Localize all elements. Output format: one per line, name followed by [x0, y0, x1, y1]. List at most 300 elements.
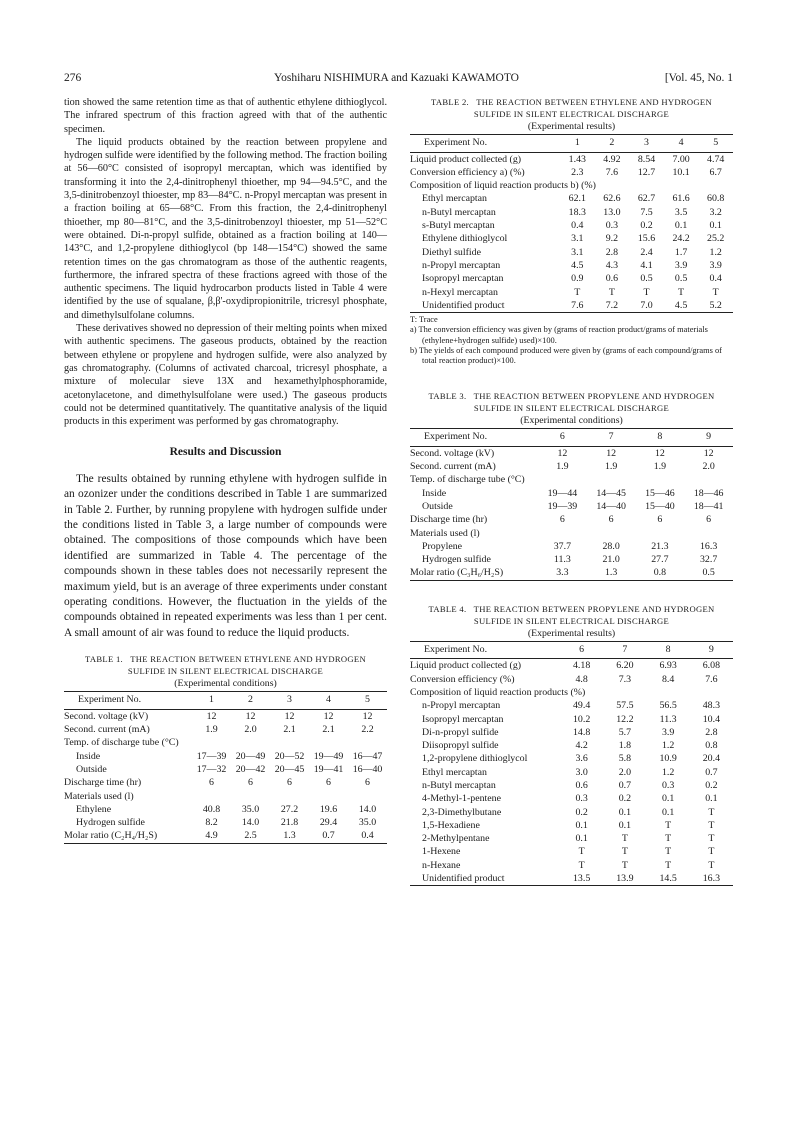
cell-value: 61.6 [672, 193, 690, 205]
cell-value: 16.3 [699, 540, 718, 552]
cell-value: 12 [703, 447, 714, 459]
paragraph-derivatives: These derivatives showed no depression of their melting points when mixed with authentic specimens. The gaseous products, obtained by the reaction between ethylene or propylene and hydrogen sulfide, were also analyzed by gas chromatography. (Columns of activated charcoal, tricresyl phosphate, a mixture of molecular sieve 13X and hexamethylphosphoramide, acetonylacetone, and dimethylsulfolane were used.) The gaseous products could not be determined quantitatively. The quantitative analysis of the liquid products in this experiment was performed by gas chromatography. [64, 323, 387, 428]
row-label: n-Propyl mercaptan [422, 700, 501, 712]
cell-value: 12 [557, 447, 568, 459]
table4-subtitle: (Experimental results) [527, 627, 616, 639]
cell-value: 10.9 [659, 753, 677, 765]
row-label: Unidentified product [422, 299, 505, 311]
cell-value: 18—46 [693, 487, 724, 499]
cell-value: 0.5 [702, 567, 715, 579]
cell-value: T [608, 286, 615, 298]
cell-value: 7.6 [605, 166, 619, 178]
cell-value: 0.1 [661, 793, 675, 805]
row-label: Second. current (mA) [410, 461, 496, 473]
cell-value: 12 [206, 710, 217, 722]
table3-subtitle: (Experimental conditions) [520, 415, 623, 427]
cell-value: T [712, 286, 719, 298]
table-row [410, 473, 733, 486]
column-header-experiment: 9 [684, 429, 733, 446]
table2 [410, 134, 733, 313]
table1-block [64, 653, 387, 844]
cell-value: 20—49 [235, 750, 266, 762]
cell-value: 3.5 [674, 206, 688, 218]
cell-value: 0.1 [575, 833, 588, 845]
cell-value: 32.7 [699, 554, 718, 566]
cell-value: T [708, 806, 715, 818]
row-label: Second. voltage (kV) [410, 447, 495, 459]
table3-block [410, 390, 733, 581]
cell-value: T [621, 846, 628, 858]
footnote-trace: T: Trace [410, 315, 438, 325]
row-label: n-Hexyl mercaptan [422, 286, 498, 298]
table-row [410, 460, 733, 473]
column-header-experiment: 9 [690, 642, 733, 659]
footnote-b: b) The yields of each compound produced were given by (grams of each compound/grams of total reaction product)×100. [410, 345, 722, 365]
row-label: Liquid product collected (g) [410, 660, 522, 672]
cell-value: 7.00 [672, 153, 690, 165]
cell-value: 6.93 [659, 660, 677, 672]
column-header-experiment: 8 [636, 429, 685, 446]
cell-value: 2.0 [244, 724, 257, 736]
cell-value: 9.2 [605, 233, 619, 245]
cell-value: 1.7 [674, 246, 688, 258]
table1-caption [64, 653, 387, 677]
table2-caption [410, 96, 733, 120]
cell-value: 21.8 [280, 817, 299, 829]
cell-value: 0.8 [653, 567, 667, 579]
cell-value: 0.1 [575, 819, 588, 831]
table3-title-line2: SULFIDE IN SILENT ELECTRICAL DISCHARGE [473, 403, 670, 414]
cell-value: 0.3 [575, 793, 588, 805]
cell-value: 14.8 [572, 726, 591, 738]
cell-value: 6 [608, 514, 614, 526]
table-row [410, 752, 733, 765]
cell-value: 25.2 [707, 233, 725, 245]
column-header-experiment: 1 [560, 135, 595, 152]
table-row [410, 792, 733, 805]
cell-value: 19—41 [313, 763, 344, 775]
row-label: Outside [422, 500, 453, 512]
cell-value: 1.2 [661, 766, 675, 778]
row-label: Conversion efficiency (%) [410, 673, 515, 685]
cell-value: 17—32 [196, 763, 227, 775]
cell-value: 0.1 [709, 220, 722, 232]
row-label: Second. current (mA) [64, 724, 150, 736]
table-row [410, 659, 733, 673]
cell-value: 13.9 [616, 873, 634, 885]
row-label: Diethyl sulfide [422, 246, 481, 258]
cell-value: 0.2 [640, 220, 653, 232]
cell-value: 19—49 [313, 750, 344, 762]
table-header-row [64, 692, 387, 709]
cell-value: T [708, 833, 715, 845]
cell-value: 16—47 [352, 750, 383, 762]
cell-value: 4.1 [640, 259, 653, 271]
row-label: n-Propyl mercaptan [422, 259, 501, 271]
row-label: Isopropyl mercaptan [422, 273, 504, 285]
column-header-experiment: 1 [192, 692, 231, 709]
column-header-label: Experiment No. [64, 692, 192, 709]
table-header-row [410, 135, 733, 152]
column-header-label: Experiment No. [410, 642, 560, 659]
column-header-experiment: 6 [560, 642, 603, 659]
cell-value: 60.8 [707, 193, 725, 205]
cell-value: 14.0 [241, 817, 260, 829]
cell-value: T [665, 819, 672, 831]
cell-value: T [643, 286, 650, 298]
cell-value: 3.2 [709, 206, 722, 218]
table-header-row [410, 429, 733, 446]
cell-value: T [665, 859, 672, 871]
row-label: Conversion efficiency a) (%) [410, 166, 525, 178]
cell-value: 20—45 [274, 763, 305, 775]
cell-value: 6 [248, 777, 253, 789]
row-label: n-Butyl mercaptan [422, 780, 496, 791]
cell-value: T [665, 833, 672, 845]
cell-value: 6 [706, 514, 712, 526]
cell-value: 5.8 [618, 753, 632, 765]
row-label: Hydrogen sulfide [76, 817, 145, 829]
section-heading: Results and Discussion [169, 446, 282, 459]
row-label: Ethylene dithioglycol [422, 233, 508, 245]
cell-value: 0.1 [618, 819, 632, 831]
cell-value: 7.6 [571, 299, 584, 311]
cell-value: 3.9 [661, 726, 675, 738]
cell-value: 14—45 [596, 487, 626, 499]
cell-value: 24.2 [672, 233, 690, 245]
cell-value: 10.2 [572, 713, 591, 725]
cell-value: 14.0 [358, 803, 377, 815]
table2-footnotes [410, 315, 733, 366]
column-header-experiment: 7 [603, 642, 646, 659]
cell-value: 12 [284, 710, 295, 722]
cell-value: 27.2 [280, 803, 299, 815]
cell-value: 56.5 [659, 700, 677, 712]
table-row [410, 487, 733, 500]
table-row [410, 832, 733, 845]
table-row [410, 206, 733, 219]
row-label: Unidentified product [422, 873, 505, 885]
table3-title-line1: THE REACTION BETWEEN PROPYLENE AND HYDROGEN [473, 391, 715, 402]
cell-value: 4.3 [605, 259, 619, 271]
cell-value: 6 [365, 777, 370, 789]
table2-subtitle: (Experimental results) [527, 121, 616, 132]
column-header-experiment: 2 [595, 135, 630, 152]
table-row [64, 736, 387, 749]
table-row [410, 726, 733, 739]
cell-value: T [574, 286, 581, 298]
cell-value: 4.2 [575, 740, 588, 752]
cell-value: 6 [657, 514, 663, 526]
cell-value: 3.1 [571, 233, 584, 245]
table2-block [410, 96, 733, 366]
cell-value: 19—44 [547, 487, 578, 499]
row-label: Inside [422, 487, 447, 499]
cell-value: 4.5 [674, 299, 688, 311]
cell-value: 10.1 [672, 166, 690, 178]
cell-value: 0.9 [571, 273, 584, 285]
table-row [410, 286, 733, 299]
row-label: Temp. of discharge tube (°C) [64, 737, 179, 749]
cell-value: 3.9 [709, 259, 722, 271]
table-row [410, 806, 733, 819]
cell-value: 4.5 [571, 259, 584, 271]
cell-value: 48.3 [702, 700, 721, 712]
cell-value: 17—39 [196, 750, 227, 762]
cell-value: 0.1 [661, 806, 675, 818]
row-label: s-Butyl mercaptan [422, 220, 495, 232]
cell-value: 2.1 [283, 724, 296, 736]
cell-value: 2.4 [640, 246, 653, 258]
cell-value: 7.5 [640, 206, 653, 218]
row-label: Ethyl mercaptan [422, 193, 487, 205]
cell-value: 0.1 [674, 220, 688, 232]
cell-value: 12 [362, 710, 373, 722]
cell-value: 62.6 [603, 193, 621, 205]
column-header-experiment: 6 [538, 429, 587, 446]
row-label: Ethyl mercaptan [422, 766, 487, 778]
cell-value: 2.8 [605, 246, 619, 258]
table-row [410, 232, 733, 245]
volume-info: [Vol. 45, No. 1 [664, 72, 733, 84]
cell-value: 1.9 [604, 461, 618, 473]
cell-value: 0.2 [618, 793, 632, 805]
row-label: Composition of liquid reaction products b) (%) [410, 180, 596, 192]
cell-value: 4.92 [603, 153, 621, 165]
cell-value: 2.5 [244, 830, 257, 842]
table2-label: TABLE 2. [431, 97, 470, 107]
page-number: 276 [64, 72, 82, 84]
table4 [410, 641, 733, 886]
cell-value: 57.5 [616, 700, 634, 712]
cell-value: 49.4 [572, 700, 591, 712]
cell-value: 20.4 [702, 753, 721, 765]
cell-value: 3.0 [575, 766, 588, 778]
table-row [64, 763, 387, 776]
column-header-experiment: 4 [309, 692, 348, 709]
table-row [64, 723, 387, 736]
cell-value: 15—46 [645, 487, 675, 499]
table-row [410, 299, 733, 313]
row-label: Molar ratio (C₂H₄/H₂S) [64, 830, 158, 842]
row-label: Outside [76, 763, 107, 775]
row-label: 1-Hexene [422, 846, 461, 858]
cell-value: 0.4 [571, 220, 584, 232]
cell-value: 15—40 [645, 500, 675, 512]
cell-value: 4.9 [205, 830, 218, 842]
table-row [410, 819, 733, 832]
table1-title-line1: THE REACTION BETWEEN ETHYLENE AND HYDROGEN [130, 654, 366, 665]
cell-value: 21.0 [602, 554, 620, 566]
column-header-experiment: 5 [348, 692, 387, 709]
table1 [64, 691, 387, 843]
cell-value: 21.3 [651, 540, 669, 552]
cell-value: 5.7 [618, 726, 632, 738]
cell-value: T [578, 846, 585, 858]
cell-value: 28.0 [602, 540, 620, 552]
cell-value: 29.4 [319, 817, 338, 829]
cell-value: 6 [287, 777, 292, 789]
table-row [410, 179, 733, 192]
table-row [410, 859, 733, 872]
cell-value: T [578, 859, 585, 871]
cell-value: 20—52 [274, 750, 305, 762]
table1-label: TABLE 1. [85, 654, 124, 665]
row-label: Diisopropyl sulfide [422, 740, 499, 752]
cell-value: 0.2 [705, 780, 718, 791]
cell-value: 10.4 [702, 713, 721, 725]
cell-value: T [708, 859, 715, 871]
footnote-a: a) The conversion efficiency was given by (grams of reaction product/grams of materials (ethylene+hydrogen sulfide) used)×100. [410, 325, 708, 345]
cell-value: 2.1 [322, 724, 335, 736]
cell-value: 16.3 [702, 873, 721, 885]
row-label: Ethylene [76, 803, 112, 815]
paragraph-identification: The liquid products obtained by the reaction between propylene and hydrogen sulfide were identified by the following method. The fraction boiling at 56—60°C consisted of isopropyl mercaptan, which was identified by transforming it into the 2,4-dinitrophenyl thioether, mp 94—94.5°C, and the 3,5-dinitrobenzoyl thioester, mp 83—84°C. n-Propyl mercaptan was present in a fraction boiling at 65—68°C. From this fraction, the 2,4-dinitrophenyl thioether, mp 80—81°C, and the 3,5-dinitrobenzoyl thioester, mp 51—52°C were obtained. Di-n-propyl sulfide, obtained as a fraction boiling at 140—143°C, and 1,2-propylene dithioglycol (bp 148—154°C) showed the same retention times on the gas chromatogram as those of the authentic reagents, furthermore, the infrared spectra of these fractions agreed with those of the authentic specimens. The liquid hydrocarbon products listed in Table 4 were identified by the use of squalane, β,β'-oxydipropionitrile, tricresyl phosphate, and dimethylsulfolane columns. [64, 136, 387, 321]
cell-value: 13.0 [603, 206, 621, 218]
column-header-experiment: 7 [587, 429, 636, 446]
cell-value: 18—41 [693, 500, 724, 512]
row-label: Propylene [422, 540, 463, 552]
cell-value: 0.4 [361, 830, 374, 842]
table-row [410, 699, 733, 712]
running-head-authors: Yoshiharu NISHIMURA and Kazuaki KAWAMOTO [274, 72, 519, 84]
table-row [410, 192, 733, 205]
cell-value: 4.8 [575, 673, 588, 685]
column-header-experiment: 2 [231, 692, 270, 709]
row-label: Liquid product collected (g) [410, 153, 522, 165]
cell-value: T [621, 859, 628, 871]
table3 [410, 428, 733, 580]
cell-value: 0.6 [575, 780, 588, 791]
cell-value: 19.6 [319, 803, 338, 815]
table4-label: TABLE 4. [428, 603, 467, 614]
cell-value: 12.7 [637, 166, 656, 178]
cell-value: 13.5 [572, 873, 591, 885]
table4-title-line1: THE REACTION BETWEEN PROPYLENE AND HYDROGEN [473, 603, 715, 614]
cell-value: 19—39 [547, 500, 578, 512]
row-label: Inside [76, 750, 101, 762]
cell-value: 0.8 [705, 740, 718, 752]
table-row [410, 152, 733, 166]
column-header-label: Experiment No. [410, 135, 560, 152]
cell-value: 1.3 [283, 830, 296, 842]
table-header-row [410, 642, 733, 659]
table3-caption [410, 390, 733, 414]
cell-value: 1.3 [604, 567, 618, 579]
cell-value: 6.20 [616, 660, 634, 672]
cell-value: 14.5 [659, 873, 677, 885]
cell-value: T [621, 833, 628, 845]
row-label: Materials used (l) [410, 527, 480, 539]
cell-value: 1.9 [556, 461, 569, 473]
paragraph-continued: tion showed the same retention time as that of authentic ethylene dithioglycol. The infrared spectrum of this fraction agreed with that of the authentic specimen. [64, 97, 387, 135]
cell-value: 12 [323, 710, 334, 722]
cell-value: 0.3 [661, 780, 675, 791]
cell-value: 62.7 [637, 193, 656, 205]
cell-value: 0.4 [709, 273, 722, 285]
table-row [64, 750, 387, 763]
cell-value: 35.0 [358, 817, 377, 829]
cell-value: 2.3 [571, 166, 584, 178]
cell-value: 12 [654, 447, 665, 459]
row-label: Molar ratio (C₃H₆/H₂S) [410, 567, 504, 579]
cell-value: T [708, 819, 715, 831]
cell-value: 0.1 [705, 793, 718, 805]
table-row [410, 739, 733, 752]
cell-value: 2.0 [618, 766, 632, 778]
cell-value: 8.2 [205, 817, 218, 829]
cell-value: 27.7 [651, 554, 669, 566]
cell-value: 3.9 [674, 259, 688, 271]
cell-value: T [665, 846, 672, 858]
row-label: Discharge time (hr) [410, 514, 488, 526]
cell-value: 1.9 [205, 724, 218, 736]
cell-value: 0.3 [605, 220, 619, 232]
table-row [410, 566, 733, 580]
table-row [410, 766, 733, 779]
cell-value: 6.7 [709, 166, 722, 178]
cell-value: 2.0 [702, 461, 715, 473]
table3-label: TABLE 3. [428, 391, 467, 402]
cell-value: 2.2 [361, 724, 374, 736]
cell-value: 3.3 [556, 567, 569, 579]
cell-value: 11.3 [659, 713, 677, 725]
table-row [64, 816, 387, 829]
row-label: Materials used (l) [64, 790, 134, 802]
row-label: Composition of liquid reaction products (%) [410, 686, 586, 698]
cell-value: 0.6 [605, 273, 619, 285]
cell-value: 1.9 [653, 461, 667, 473]
table-row [410, 845, 733, 858]
row-label: Second. voltage (kV) [64, 710, 149, 722]
row-label: 2-Methylpentane [422, 833, 490, 845]
column-header-experiment: 3 [270, 692, 309, 709]
column-header-label: Experiment No. [410, 429, 538, 446]
row-label: 1,2-propylene dithioglycol [422, 753, 528, 765]
cell-value: 18.3 [568, 206, 586, 218]
cell-value: 5.2 [709, 299, 722, 311]
cell-value: 1.2 [709, 246, 722, 258]
cell-value: 3.6 [575, 753, 588, 765]
cell-value: 6.08 [702, 660, 721, 672]
row-label: Temp. of discharge tube (°C) [410, 474, 525, 486]
row-label: n-Hexane [422, 859, 461, 871]
cell-value: 40.8 [202, 803, 221, 815]
cell-value: 1.2 [661, 740, 675, 752]
cell-value: 6 [209, 777, 214, 789]
cell-value: T [708, 846, 715, 858]
cell-value: 7.6 [705, 673, 718, 685]
table-row [410, 219, 733, 232]
cell-value: 0.2 [575, 806, 588, 818]
cell-value: 6 [326, 777, 331, 789]
table-row [64, 709, 387, 723]
table-row [410, 686, 733, 699]
cell-value: 62.1 [568, 193, 586, 205]
cell-value: 12 [245, 710, 256, 722]
row-label: Hydrogen sulfide [422, 554, 491, 566]
cell-value: 16—40 [352, 763, 383, 775]
cell-value: 0.5 [640, 273, 653, 285]
column-header-experiment: 8 [647, 642, 690, 659]
cell-value: 35.0 [241, 803, 260, 815]
cell-value: 3.1 [571, 246, 584, 258]
table-row [410, 872, 733, 886]
row-label: Isopropyl mercaptan [422, 713, 504, 725]
paragraph-results: The results obtained by running ethylene with hydrogen sulfide in an ozonizer under the conditions described in Table 1 are summarized in Table 2. Further, by running propylene with hydrogen sulfide under the conditions listed in Table 3, a large number of compounds were obtained. The compositions of those compounds which have been identified are summarized in Table 4. The percentage of the compounds shown in these tables does not necessarily represent the maximum yield, but is an average of three experiments under constant operating conditions. However, the fluctuation in the yields of the compounds obtained in repeated experiments was less than 1 per cent. A small amount of air was found to reduce the liquid products. [64, 472, 387, 639]
cell-value: 0.5 [674, 273, 688, 285]
table-row [64, 829, 387, 843]
